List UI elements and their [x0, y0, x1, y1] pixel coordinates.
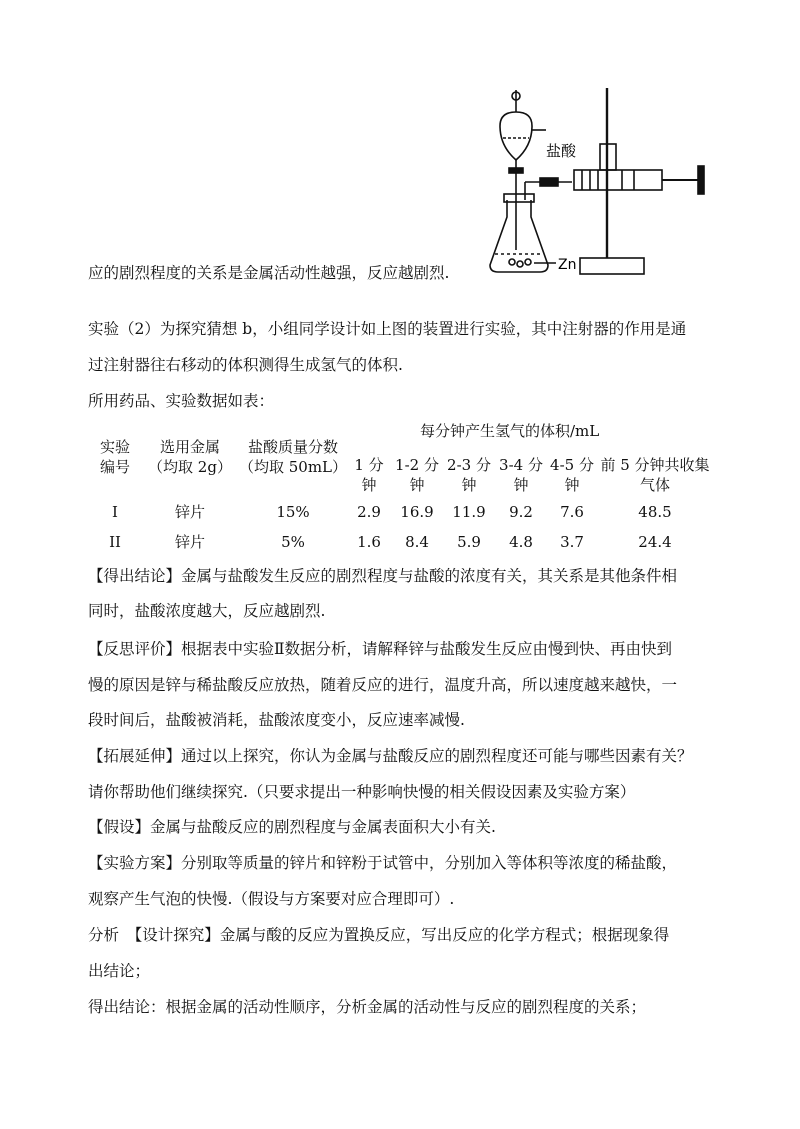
analysis-1: 分析 【设计探究】金属与酸的反应为置换反应，写出反应的化学方程式；根据现象得 — [88, 926, 670, 944]
row2-min3: 5.9 — [457, 533, 481, 551]
rubber-tube — [540, 178, 558, 186]
stand-base — [580, 258, 644, 274]
row2-no: II — [109, 533, 121, 551]
row1-min2: 16.9 — [400, 503, 434, 521]
para-exp2-1: 实验（2）为探究猜想 b，小组同学设计如上图的装置进行实验，其中注射器的作用是通 — [88, 320, 687, 338]
col-min-3: 2-3 分 钟 — [447, 456, 491, 494]
table-intro: 所用药品、实验数据如表： — [88, 392, 275, 410]
label-acid: 盐酸 — [546, 142, 577, 160]
conclusion-2: 同时，盐酸浓度越大，反应越剧烈. — [88, 602, 326, 620]
col-acid-header: 盐酸质量分数 （均取 50mL） — [238, 438, 348, 476]
col-min-1: 1 分 钟 — [354, 456, 384, 494]
col-min-4: 3-4 分 钟 — [499, 456, 543, 494]
conclusion-1: 【得出结论】金属与盐酸发生反应的剧烈程度与盐酸的浓度有关，其关系是其他条件相 — [88, 567, 678, 585]
separatory-funnel — [500, 112, 532, 160]
plan-1: 【实验方案】分别取等质量的锌片和锌粉于试管中，分别加入等体积等浓度的稀盐酸， — [88, 854, 678, 872]
col-total-header: 前 5 分钟共收集 气体 — [600, 456, 710, 494]
reflection-3: 段时间后，盐酸被消耗，盐酸浓度变小，反应速率减慢. — [88, 711, 465, 729]
row2-total: 24.4 — [638, 533, 672, 551]
row1-acid: 15% — [276, 503, 310, 521]
col-min-5: 4-5 分 钟 — [550, 456, 594, 494]
row1-total: 48.5 — [638, 503, 672, 521]
row2-min4: 4.8 — [509, 533, 533, 551]
extension-2: 请你帮助他们继续探究.（只要求提出一种影响快慢的相关假设因素及实验方案） — [88, 783, 636, 801]
row1-no: I — [112, 503, 118, 521]
row1-min4: 9.2 — [509, 503, 533, 521]
hypothesis: 【假设】金属与盐酸反应的剧烈程度与金属表面积大小有关. — [88, 818, 496, 836]
row2-acid: 5% — [281, 533, 305, 551]
col-no-header: 实验 编号 — [99, 438, 130, 476]
syringe — [574, 170, 662, 190]
row1-min5: 7.6 — [560, 503, 584, 521]
reflection-2: 慢的原因是锌与稀盐酸反应放热，随着反应的进行，温度升高，所以速度越来越快，一 — [88, 676, 678, 694]
row2-min2: 8.4 — [405, 533, 429, 551]
flask-stopper — [504, 194, 534, 202]
row1-min3: 11.9 — [452, 503, 486, 521]
analysis-2: 出结论； — [88, 962, 151, 980]
row2-metal: 锌片 — [174, 533, 205, 551]
row1-min1: 2.9 — [357, 503, 381, 521]
reflection-1: 【反思评价】根据表中实验Ⅱ数据分析，请解释锌与盐酸发生反应由慢到快、再由快到 — [88, 640, 673, 658]
row2-min1: 1.6 — [357, 533, 381, 551]
col-metal-header: 选用金属 （均取 2g） — [148, 438, 232, 476]
para-exp2-2: 过注射器往右移动的体积测得生成氢气的体积. — [88, 356, 403, 374]
extension-1: 【拓展延伸】通过以上探究，你认为金属与盐酸反应的剧烈程度还可能与哪些因素有关？ — [88, 747, 693, 765]
col-min-2: 1-2 分 钟 — [395, 456, 439, 494]
plan-2: 观察产生气泡的快慢.（假设与方案要对应合理即可）. — [88, 890, 455, 908]
analysis-3: 得出结论：根据金属的活动性顺序，分析金属的活动性与反应的剧烈程度的关系； — [88, 998, 647, 1016]
row1-metal: 锌片 — [174, 503, 205, 521]
intro-line: 应的剧烈程度的关系是金属活动性越强，反应越剧烈. — [88, 264, 450, 282]
label-zn: Zn — [558, 257, 577, 273]
row2-min5: 3.7 — [560, 533, 584, 551]
apparatus-diagram — [462, 82, 782, 287]
table-group-header: 每分钟产生氢气的体积/mL — [420, 422, 600, 440]
